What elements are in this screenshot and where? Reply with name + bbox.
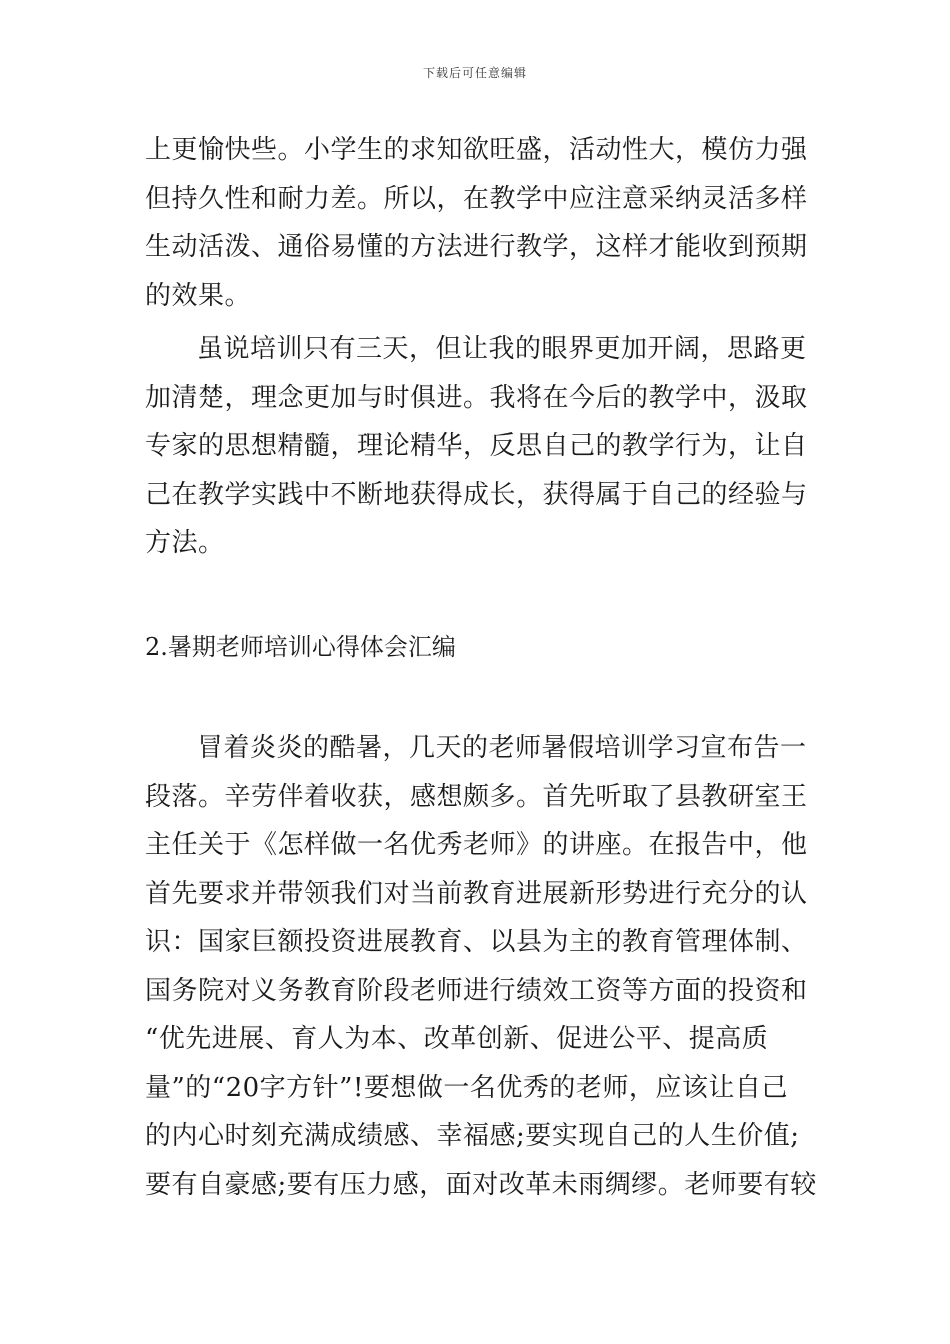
text-line: 专家的思想精髓，理论精华，反思自己的教学行为，让自 [145, 431, 808, 461]
text-line: 的效果。 [145, 280, 252, 311]
text-line: 量”的“20字方针”!要想做一名优秀的老师，应该让自己 [145, 1072, 788, 1103]
text-line: “优先进展、育人为本、改革创新、促进公平、提高质 [145, 1024, 769, 1054]
text-line: 虽说培训只有三天，但让我的眼界更加开阔，思路更 [197, 334, 807, 364]
text-line: 方法。 [145, 528, 225, 558]
text-line: 生动活泼、通俗易懂的方法进行教学，这样才能收到预期 [145, 232, 808, 262]
text-line: 首先要求并带领我们对当前教育进展新形势进行充分的认 [145, 878, 808, 909]
text-line: 段落。辛劳伴着收获，感想颇多。首先听取了县教研室王 [145, 781, 808, 812]
paragraph-training-reflection [145, 325, 810, 568]
text-line: 主任关于《怎样做一名优秀老师》的讲座。在报告中，他 [145, 830, 808, 860]
text-line: 加清楚，理念更加与时俱进。我将在今后的教学中，汲取 [145, 382, 808, 413]
section-heading: 2.暑期老师培训心得体会汇编 [145, 633, 456, 661]
text-line: 冒着炎炎的酷暑，几天的老师暑假培训学习宣布告一 [197, 733, 807, 763]
header-note: 下载后可任意编辑 [422, 66, 527, 80]
text-line: 上更愉快些。小学生的求知欲旺盛，活动性大，模仿力强 [145, 135, 808, 165]
text-line: 但持久性和耐力差。所以，在教学中应注意采纳灵活多样 [145, 183, 808, 214]
paragraph-summer-training [145, 724, 817, 1209]
paragraph-continued [145, 126, 810, 320]
text-line: 国务院对义务教育阶段老师进行绩效工资等方面的投资和 [145, 975, 808, 1006]
text-line: 己在教学实践中不断地获得成长，获得属于自己的经验与 [145, 479, 808, 510]
text-line: 的内心时刻充满成绩感、幸福感;要实现自己的人生价值; [145, 1121, 800, 1151]
text-line: 识：国家巨额投资进展教育、以县为主的教育管理体制、 [145, 927, 808, 957]
text-line: 要有自豪感;要有压力感，面对改革未雨绸缪。老师要有较 [145, 1169, 817, 1200]
